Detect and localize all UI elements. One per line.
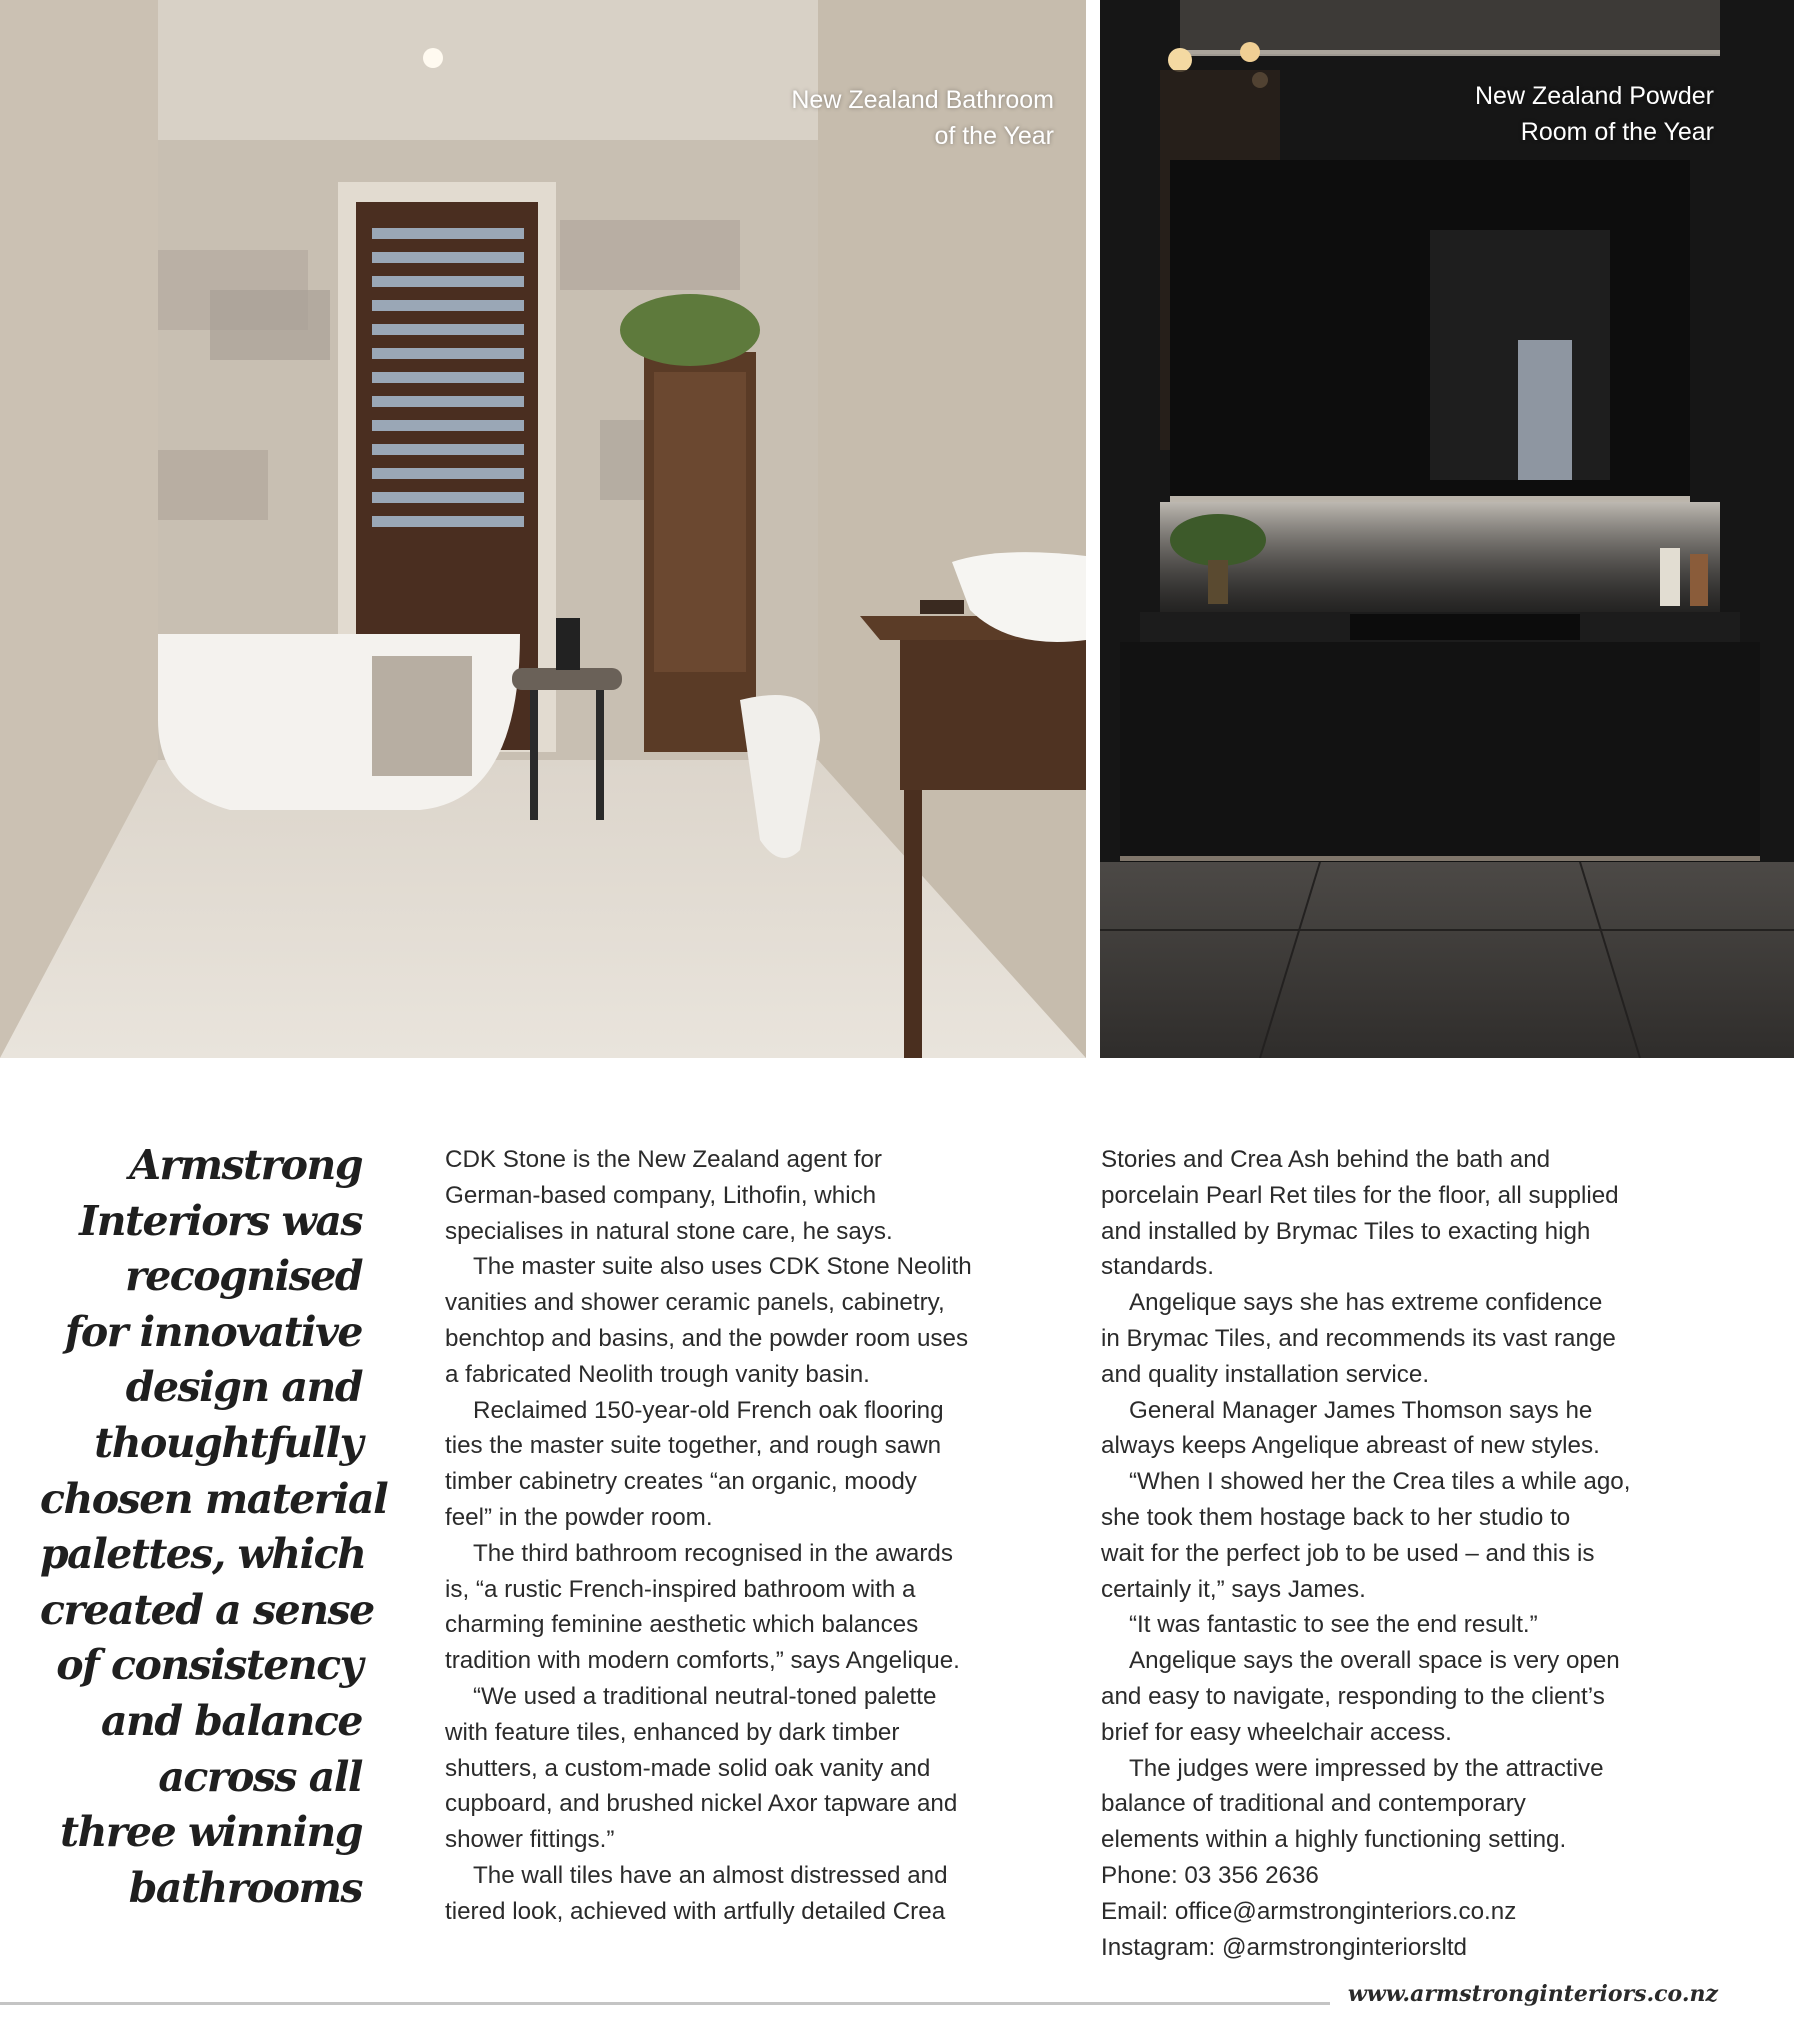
powder-room-caption bbox=[1475, 78, 1714, 150]
text-line: and quality installation service. bbox=[1101, 1360, 1430, 1388]
text-line: wait for the perfect job to be used – and this is bbox=[1101, 1539, 1595, 1567]
text-line: “It was fantastic to see the end result.” bbox=[1129, 1611, 1538, 1639]
text-line: “When I showed her the Crea tiles a while ago, bbox=[1129, 1468, 1631, 1496]
text-line: Instagram: @armstronginteriorsltd bbox=[1101, 1933, 1467, 1961]
text-line: The judges were impressed by the attractive bbox=[1129, 1754, 1604, 1782]
pull-quote-line: recognised bbox=[125, 1252, 362, 1301]
bathroom-illustration bbox=[0, 0, 1086, 1058]
text-line: Angelique says the overall space is very open bbox=[1129, 1647, 1620, 1675]
pull-quote-line: chosen material bbox=[40, 1474, 388, 1523]
text-line: always keeps Angelique abreast of new styles. bbox=[1101, 1432, 1600, 1460]
text-line: elements within a highly functioning setting. bbox=[1101, 1826, 1567, 1854]
bathroom-caption bbox=[791, 82, 1054, 154]
text-line: is, “a rustic French-inspired bathroom with a bbox=[445, 1575, 916, 1603]
text-line: standards. bbox=[1101, 1253, 1214, 1281]
text-line: German-based company, Lithofin, which bbox=[445, 1181, 877, 1209]
text-line: vanities and shower ceramic panels, cabinetry, bbox=[445, 1289, 945, 1317]
pull-quote-line: thoughtfully bbox=[94, 1418, 362, 1467]
pull-quote-line: created a sense bbox=[40, 1585, 374, 1634]
text-line: specialises in natural stone care, he says. bbox=[445, 1217, 893, 1245]
text-line: Angelique says she has extreme confidence bbox=[1129, 1289, 1603, 1317]
text-line: tradition with modern comforts,” says Angelique. bbox=[445, 1647, 960, 1675]
text-line: Stories and Crea Ash behind the bath and bbox=[1101, 1146, 1551, 1173]
text-line: and installed by Brymac Tiles to exacting high bbox=[1101, 1217, 1591, 1245]
pull-quote-line: bathrooms bbox=[128, 1863, 362, 1912]
caption-line: of the Year bbox=[934, 122, 1054, 150]
pull-quote-line: palettes, which bbox=[40, 1530, 366, 1579]
pull-quote-line: of consistency bbox=[56, 1641, 362, 1690]
text-line: a fabricated Neolith trough vanity basin. bbox=[445, 1360, 870, 1388]
text-line: cupboard, and brushed nickel Axor tapware and bbox=[445, 1790, 958, 1818]
text-line: CDK Stone is the New Zealand agent for bbox=[445, 1146, 882, 1173]
text-line: Phone: 03 356 2636 bbox=[1101, 1861, 1319, 1889]
text-line: porcelain Pearl Ret tiles for the floor, all supplied bbox=[1101, 1181, 1619, 1209]
pull-quote-line: for innovative bbox=[64, 1307, 362, 1356]
bathroom-photo bbox=[0, 0, 1086, 1058]
text-line: “We used a traditional neutral-toned palette bbox=[473, 1682, 937, 1710]
text-line: Reclaimed 150-year-old French oak flooring bbox=[473, 1396, 944, 1424]
text-line: The master suite also uses CDK Stone Neolith bbox=[473, 1253, 972, 1281]
text-line: in Brymac Tiles, and recommends its vast range bbox=[1101, 1324, 1616, 1352]
text-line: benchtop and basins, and the powder room uses bbox=[445, 1324, 969, 1352]
text-line: The third bathroom recognised in the awards bbox=[473, 1539, 953, 1567]
text-line: shutters, a custom-made solid oak vanity and bbox=[445, 1754, 931, 1782]
powder-room-illustration bbox=[1100, 0, 1794, 1058]
pull-quote-line: and balance bbox=[100, 1696, 362, 1745]
pull-quote-line: across all bbox=[158, 1752, 362, 1801]
pull-quote-line: Armstrong bbox=[129, 1141, 362, 1189]
caption-line: New Zealand Bathroom bbox=[791, 86, 1054, 114]
text-line: General Manager James Thomson says he bbox=[1129, 1396, 1593, 1424]
text-line: shower fittings.” bbox=[445, 1826, 615, 1854]
text-line: brief for easy wheelchair access. bbox=[1101, 1718, 1452, 1746]
text-line: with feature tiles, enhanced by dark timber bbox=[445, 1718, 900, 1746]
article-column-1 bbox=[445, 1142, 1075, 1930]
pull-quote-line: design and bbox=[125, 1363, 362, 1412]
text-line: Email: office@armstronginteriors.co.nz bbox=[1101, 1897, 1517, 1925]
text-line: The wall tiles have an almost distressed and bbox=[473, 1861, 948, 1889]
text-line: ties the master suite together, and rough sawn bbox=[445, 1432, 942, 1460]
article-column-2 bbox=[1101, 1142, 1731, 1965]
pull-quote-line: Interiors was bbox=[79, 1196, 362, 1245]
text-line: charming feminine aesthetic which balances bbox=[445, 1611, 919, 1639]
caption-line: Room of the Year bbox=[1520, 118, 1714, 146]
text-line: she took them hostage back to her studio to bbox=[1101, 1503, 1571, 1531]
text-line: feel” in the powder room. bbox=[445, 1503, 713, 1531]
footer-website-link[interactable]: www.armstronginteriors.co.nz bbox=[1347, 1981, 1718, 2007]
footer-rule bbox=[0, 2002, 1330, 2005]
text-line: certainly it,” says James. bbox=[1101, 1575, 1366, 1603]
text-line: balance of traditional and contemporary bbox=[1101, 1790, 1526, 1818]
pull-quote bbox=[40, 1138, 388, 1916]
powder-room-photo bbox=[1100, 0, 1794, 1058]
pull-quote-line: three winning bbox=[60, 1808, 362, 1857]
text-line: timber cabinetry creates “an organic, moody bbox=[445, 1468, 917, 1496]
text-line: tiered look, achieved with artfully detailed Crea bbox=[445, 1897, 946, 1925]
caption-line: New Zealand Powder bbox=[1474, 82, 1714, 110]
text-line: and easy to navigate, responding to the client’s bbox=[1101, 1682, 1605, 1710]
